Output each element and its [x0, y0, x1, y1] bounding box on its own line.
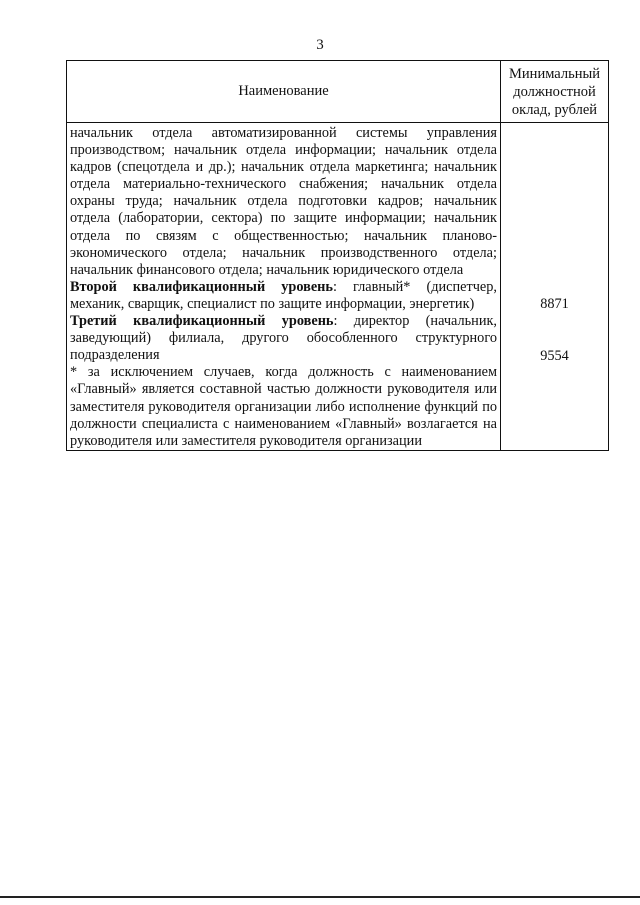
row-third-level — [70, 313, 497, 364]
salary-column — [501, 123, 608, 450]
row-lead: Второй квалификационный уровень — [70, 278, 333, 295]
table-body — [67, 123, 608, 450]
row-text: : директор (начальник, заведующий) филиала, другого обособленного структурного подразделения — [70, 313, 497, 364]
row-text: начальник отдела автоматизированной системы управления производством; начальник отдела информации; начальник отдела кадров (спецотдела и др.); начальник отдела маркетинга; начальник отдела материально-технического снабжения; начальник отдела охраны труда; начальник отдела подготовки кадров; начальник отдела (лаборатории, сектора) по защите информации; начальник отдела по связям с общественностью; начальник планово-экономического отдела; начальник производственного отдела; начальник финансового отдела; начальник юридического отдела — [70, 125, 497, 278]
salary-third-level: 9554 — [540, 348, 569, 364]
row-text: * за исключением случаев, когда должность с наименованием «Главный» является составной частью должности руководителя или заместителя руководителя организации либо исполнение функций по должности специалиста с наименованием «Главный» возлагается на руководителя или заместителя руководителя организации — [70, 364, 497, 449]
row-lead: Третий квалификационный уровень — [70, 313, 334, 330]
header-name: Наименование — [67, 61, 501, 122]
page-number: 3 — [316, 37, 324, 53]
row-text: : главный* (диспетчер, механик, сварщик, специалист по защите информации, энергетик) — [70, 278, 497, 312]
bottom-edge-line — [0, 896, 640, 898]
row-second-level — [70, 279, 497, 313]
table-header — [67, 61, 608, 123]
row-footnote — [70, 364, 497, 449]
row-department-heads — [70, 125, 497, 279]
salary-second-level: 8871 — [540, 296, 569, 312]
name-column — [67, 123, 501, 450]
header-salary: Минимальный должностной оклад, рублей — [509, 65, 600, 118]
salary-table — [66, 60, 609, 451]
